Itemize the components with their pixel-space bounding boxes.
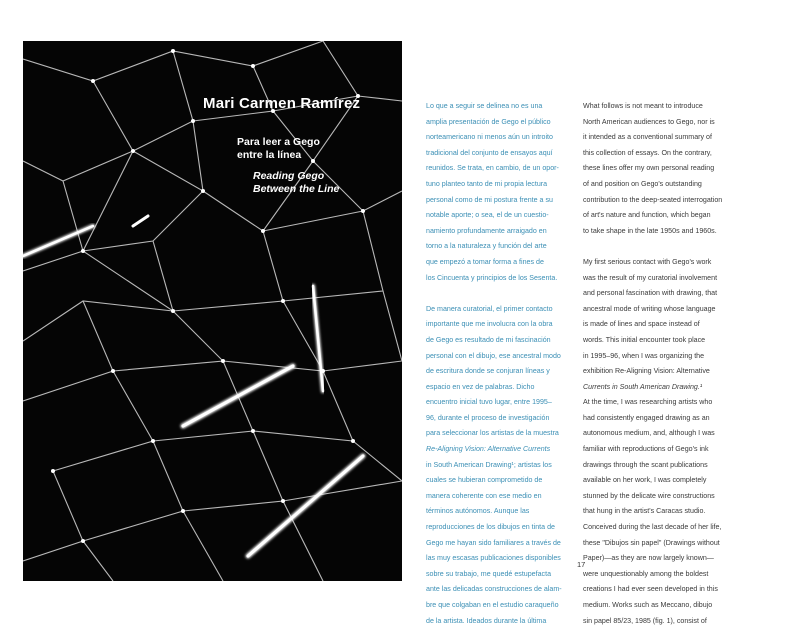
subtitle-english-line: Reading Gego [253,170,325,182]
subtitle-english [253,170,393,196]
english-paragraph [583,99,761,239]
text-line: personal como de mi postura frente a su [426,195,553,204]
text-line: What follows is not meant to introduce [583,102,703,110]
subtitle-spanish-line: entre la línea [237,149,302,161]
text-line: was the result of my curatorial involvement [583,273,718,282]
text-line: torno a la naturaleza y función del arte [426,242,547,251]
text-line: para seleccionar los artistas de la muestra [426,429,559,438]
text-line: espacio en vez de palabras. Dicho [426,382,535,391]
text-line: notable aporte; o sea, el de un cuestio- [426,211,549,220]
text-line: available on her work, I was completely [583,476,707,485]
text-line: que empezó a tomar forma a fines de [426,257,544,266]
subtitle-spanish-line: Para leer a Gego [237,136,320,148]
text-line: 96, durante el proceso de investigación [426,413,550,422]
text-line: Currents in South American Drawing.¹ [583,382,703,391]
text-line: autonomous medium, and, although I was [583,429,715,438]
text-line: de la artista. Ideados durante la última [426,616,547,625]
text-line: exhibition Re-Aligning Vision: Alternative [583,367,710,376]
text-line: of art's nature and function, which began [583,211,711,220]
spanish-paragraph [426,302,578,629]
wire-sculpture-image [23,41,402,581]
text-line: namiento profundamente arraigado en [426,226,547,235]
text-line: tuno planteo tanto de mi propia lectura [426,179,548,188]
text-line: De manera curatorial, el primer contacto [426,304,553,313]
text-line: ante las delicadas construcciones de alam- [426,585,562,594]
cover-photo [23,41,402,581]
page-number: 17 [577,560,586,569]
text-line: to take shape in the late 1950s and 1960s. [583,226,717,235]
text-line: is made of lines and space instead of [583,320,700,329]
text-line: North American audiences to Gego, nor is [583,117,715,126]
text-line: reunidos. Se trata, en cambio, de un opor- [426,164,559,173]
text-line: reproducciones de los dibujos en tinta de [426,523,555,532]
text-line: sobre su trabajo, me quedé estupefacta [426,569,552,578]
text-line: Gego me hayan sido familiares a través de [426,538,561,547]
text-line: these lines offer my own personal reading [583,164,715,173]
text-line: las muy escasas publicaciones disponibles [426,554,561,563]
text-line: familiar with reproductions of Gego's ink [583,445,709,454]
text-line: words. This initial encounter took place [583,335,706,344]
text-line: My first serious contact with Gego's work [583,257,712,266]
text-line: Paper)—as they are now largely known— [583,554,714,563]
text-line: that hung in the artist's Caracas studio. [583,507,706,516]
text-line: de escritura donde se conjuran líneas y [426,367,550,376]
author-name: Mari Carmen Ramírez [203,95,361,112]
text-line: cuales se hubieran comprometido de [426,476,543,485]
text-line: manera coherente con ese medio en [426,491,542,500]
text-line: and personal fascination with drawing, that [583,289,718,298]
subtitle-spanish [237,136,377,162]
text-line: Conceived during the last decade of her life, [583,523,722,532]
text-line: ancestral mode of writing whose language [583,304,716,313]
text-line: were unquestionably among the boldest [583,569,709,578]
text-line: encuentro inicial tuvo lugar, entre 1995– [426,398,552,407]
text-line: it intended as a conventional summary of [583,133,712,142]
text-line: importante que me involucra con la obra [426,320,553,329]
text-line: norteamericano ni menos aún un introito [426,133,553,142]
text-line: tradicional del conjunto de ensayos aquí [426,148,553,157]
text-line: los Cincuenta y principios de los Sesenta. [426,273,558,282]
text-line: términos autónomos. Aunque las [426,507,530,516]
text-line: medium. Works such as Meccano, dibujo [583,601,713,609]
text-line: stunned by the delicate wire constructions [583,491,715,500]
text-line: had consistently engaged drawing as an [583,413,710,422]
subtitle-english-line: Between the Line [253,183,340,195]
text-line: de Gego es resultado de mi fascinación [426,335,551,344]
text-line: drawings through the scant publications [583,460,708,469]
english-paragraph [583,255,761,629]
spanish-paragraph [426,99,578,286]
text-line: At the time, I was researching artists who [583,398,713,407]
text-line: of and position on Gego's outstanding [583,179,702,188]
text-line: this collection of essays. On the contrary, [583,148,712,157]
text-line: in 1995–96, when I was organizing the [583,351,705,360]
text-line: these "Dibujos sin papel" (Drawings without [583,538,720,547]
text-line: sin papel 85/23, 1985 (fig. 1), consist of [583,616,707,625]
text-line: bre que colgaban en el estudio caraqueño [426,601,559,609]
text-line: contribution to the deep-seated interrogation [583,195,723,204]
text-line: Lo que a seguir se delinea no es una [426,102,543,110]
text-line: in South American Drawing¹; artistas los [426,460,552,469]
text-line: creations I had ever seen developed in this [583,585,718,594]
text-line: Re-Aligning Vision: Alternative Currents [426,445,551,454]
text-line: amplia presentación de Gego el público [426,117,551,126]
text-line: personal con el dibujo, ese ancestral modo [426,351,561,360]
english-text-column [583,99,761,629]
spanish-text-column [426,99,578,629]
